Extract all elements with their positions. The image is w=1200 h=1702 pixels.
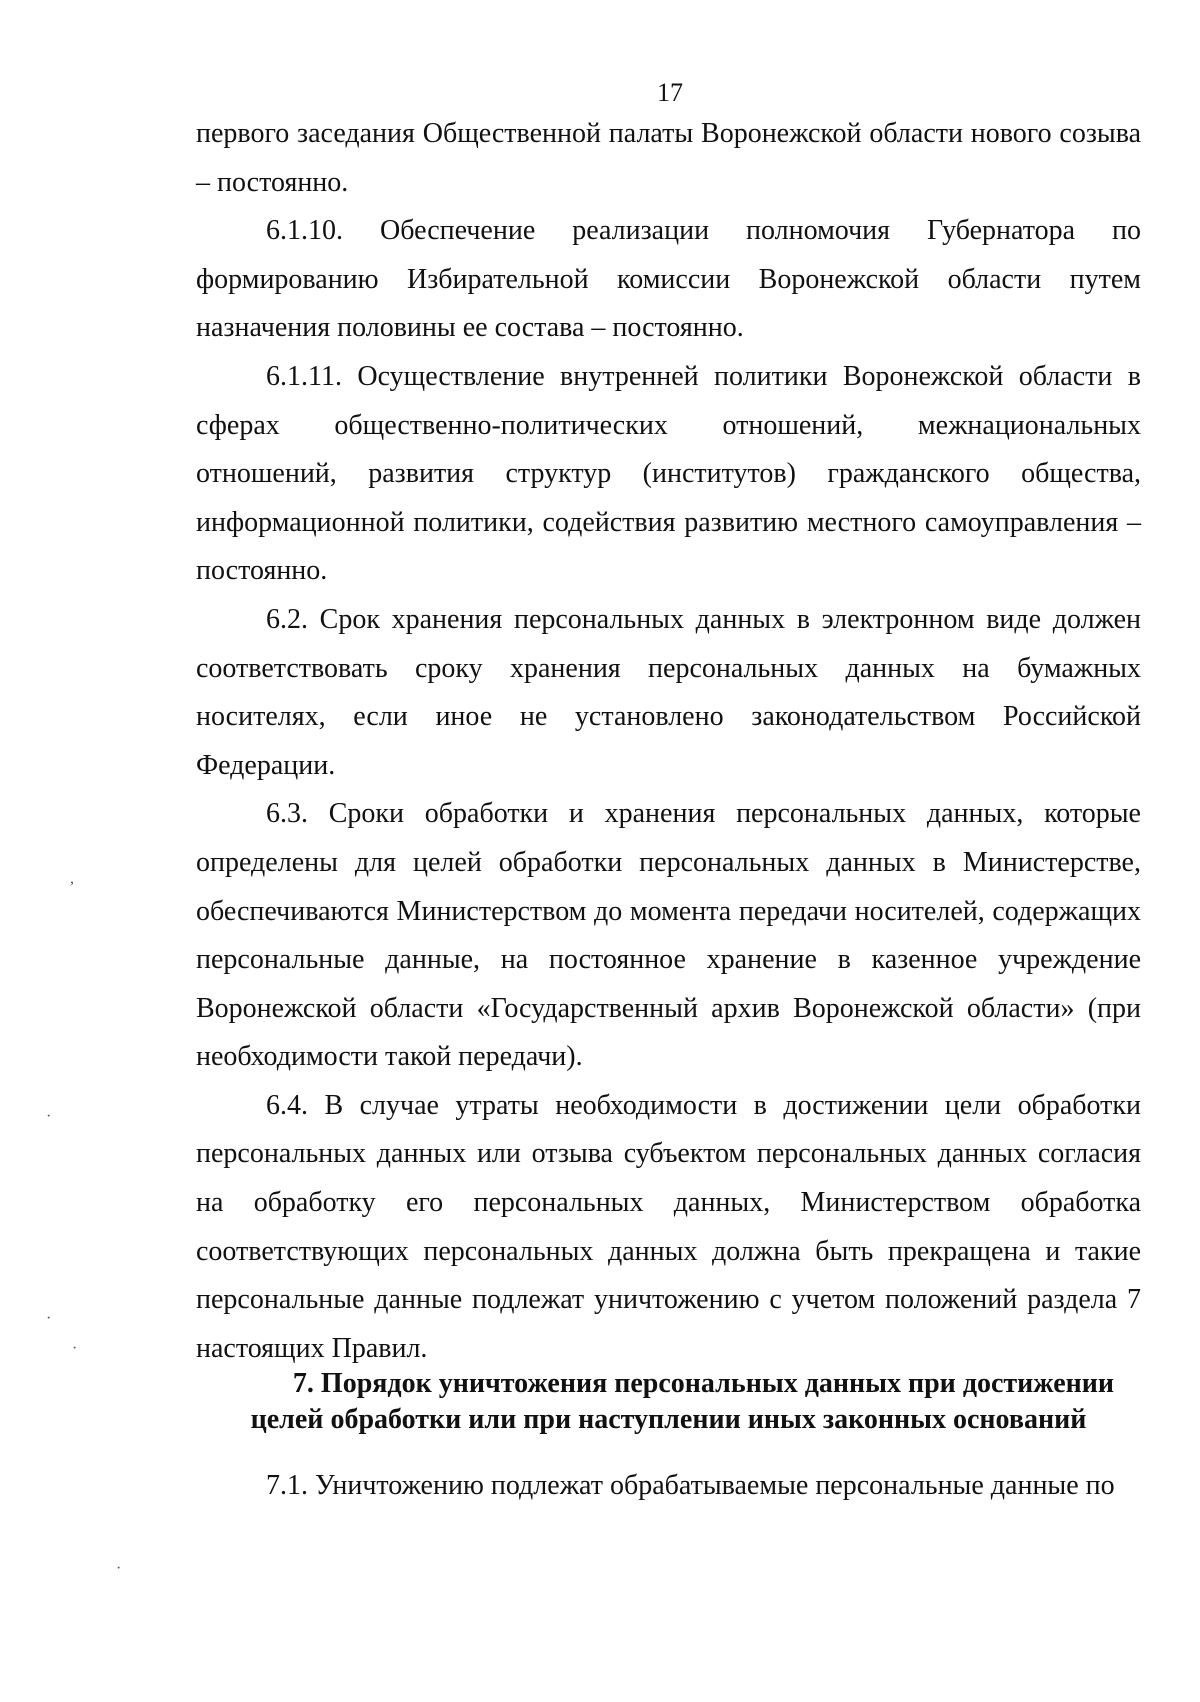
paragraph-6-3: 6.3. Сроки обработки и хранения персональных данных, которые определены для целей обработки персональных данных в Министерстве, обеспечиваются Министерством до момента передачи носителей, содержащих персональные данные, на постоянное хранение в казенное учреждение Воронежской области «Государственный архив Воронежской области» (при необходимости такой передачи).	[196, 798, 1141, 1073]
section-heading-line-2: целей обработки или при наступлении иных законных оснований	[250, 1404, 1087, 1435]
section-heading-line-1: 7. Порядок уничтожения персональных данных при достижении	[292, 1368, 1115, 1399]
section-heading	[196, 1366, 1141, 1438]
paragraph-6-4: 6.4. В случае утраты необходимости в достижении цели обработки персональных данных или отзыва субъектом персональных данных согласия на обработку его персональных данных, Министерством обработка соответствующих персональных данных должна быть прекращена и такие персональные данные подлежат уничтожению с учетом положений раздела 7 настоящих Правил.	[196, 1089, 1141, 1364]
paragraph-continuation: первого заседания Общественной палаты Воронежской области нового созыва – постоянно.	[196, 118, 1141, 198]
paragraph-6-2: 6.2. Срок хранения персональных данных в электронном виде должен соответствовать сроку хранения персональных данных на бумажных носителях, если иное не установлено законодательством Российской Федерации.	[196, 603, 1141, 781]
document-body	[196, 110, 1141, 1373]
scan-speck: ·	[72, 1340, 78, 1357]
document-body-continued	[196, 1462, 1141, 1511]
paragraph-6-1-11: 6.1.11. Осуществление внутренней политики Воронежской области в сферах общественно-политических отношений, межнациональных отношений, развития структур (институтов) гражданского общества, информационной политики, содействия развитию местного самоуправления – постоянно.	[196, 360, 1141, 587]
page-number: 17	[657, 78, 683, 107]
scan-speck: ·	[116, 1560, 122, 1577]
paragraph-7-1: 7.1. Уничтожению подлежат обрабатываемые персональные данные по	[266, 1470, 1115, 1501]
scan-speck: ,	[70, 870, 74, 887]
scan-speck: ·	[46, 1310, 52, 1327]
paragraph-6-1-10: 6.1.10. Обеспечение реализации полномочия Губернатора по формированию Избирательной комиссии Воронежской области путем назначения половины ее состава – постоянно.	[196, 215, 1141, 344]
scan-speck: ·	[46, 1108, 52, 1125]
